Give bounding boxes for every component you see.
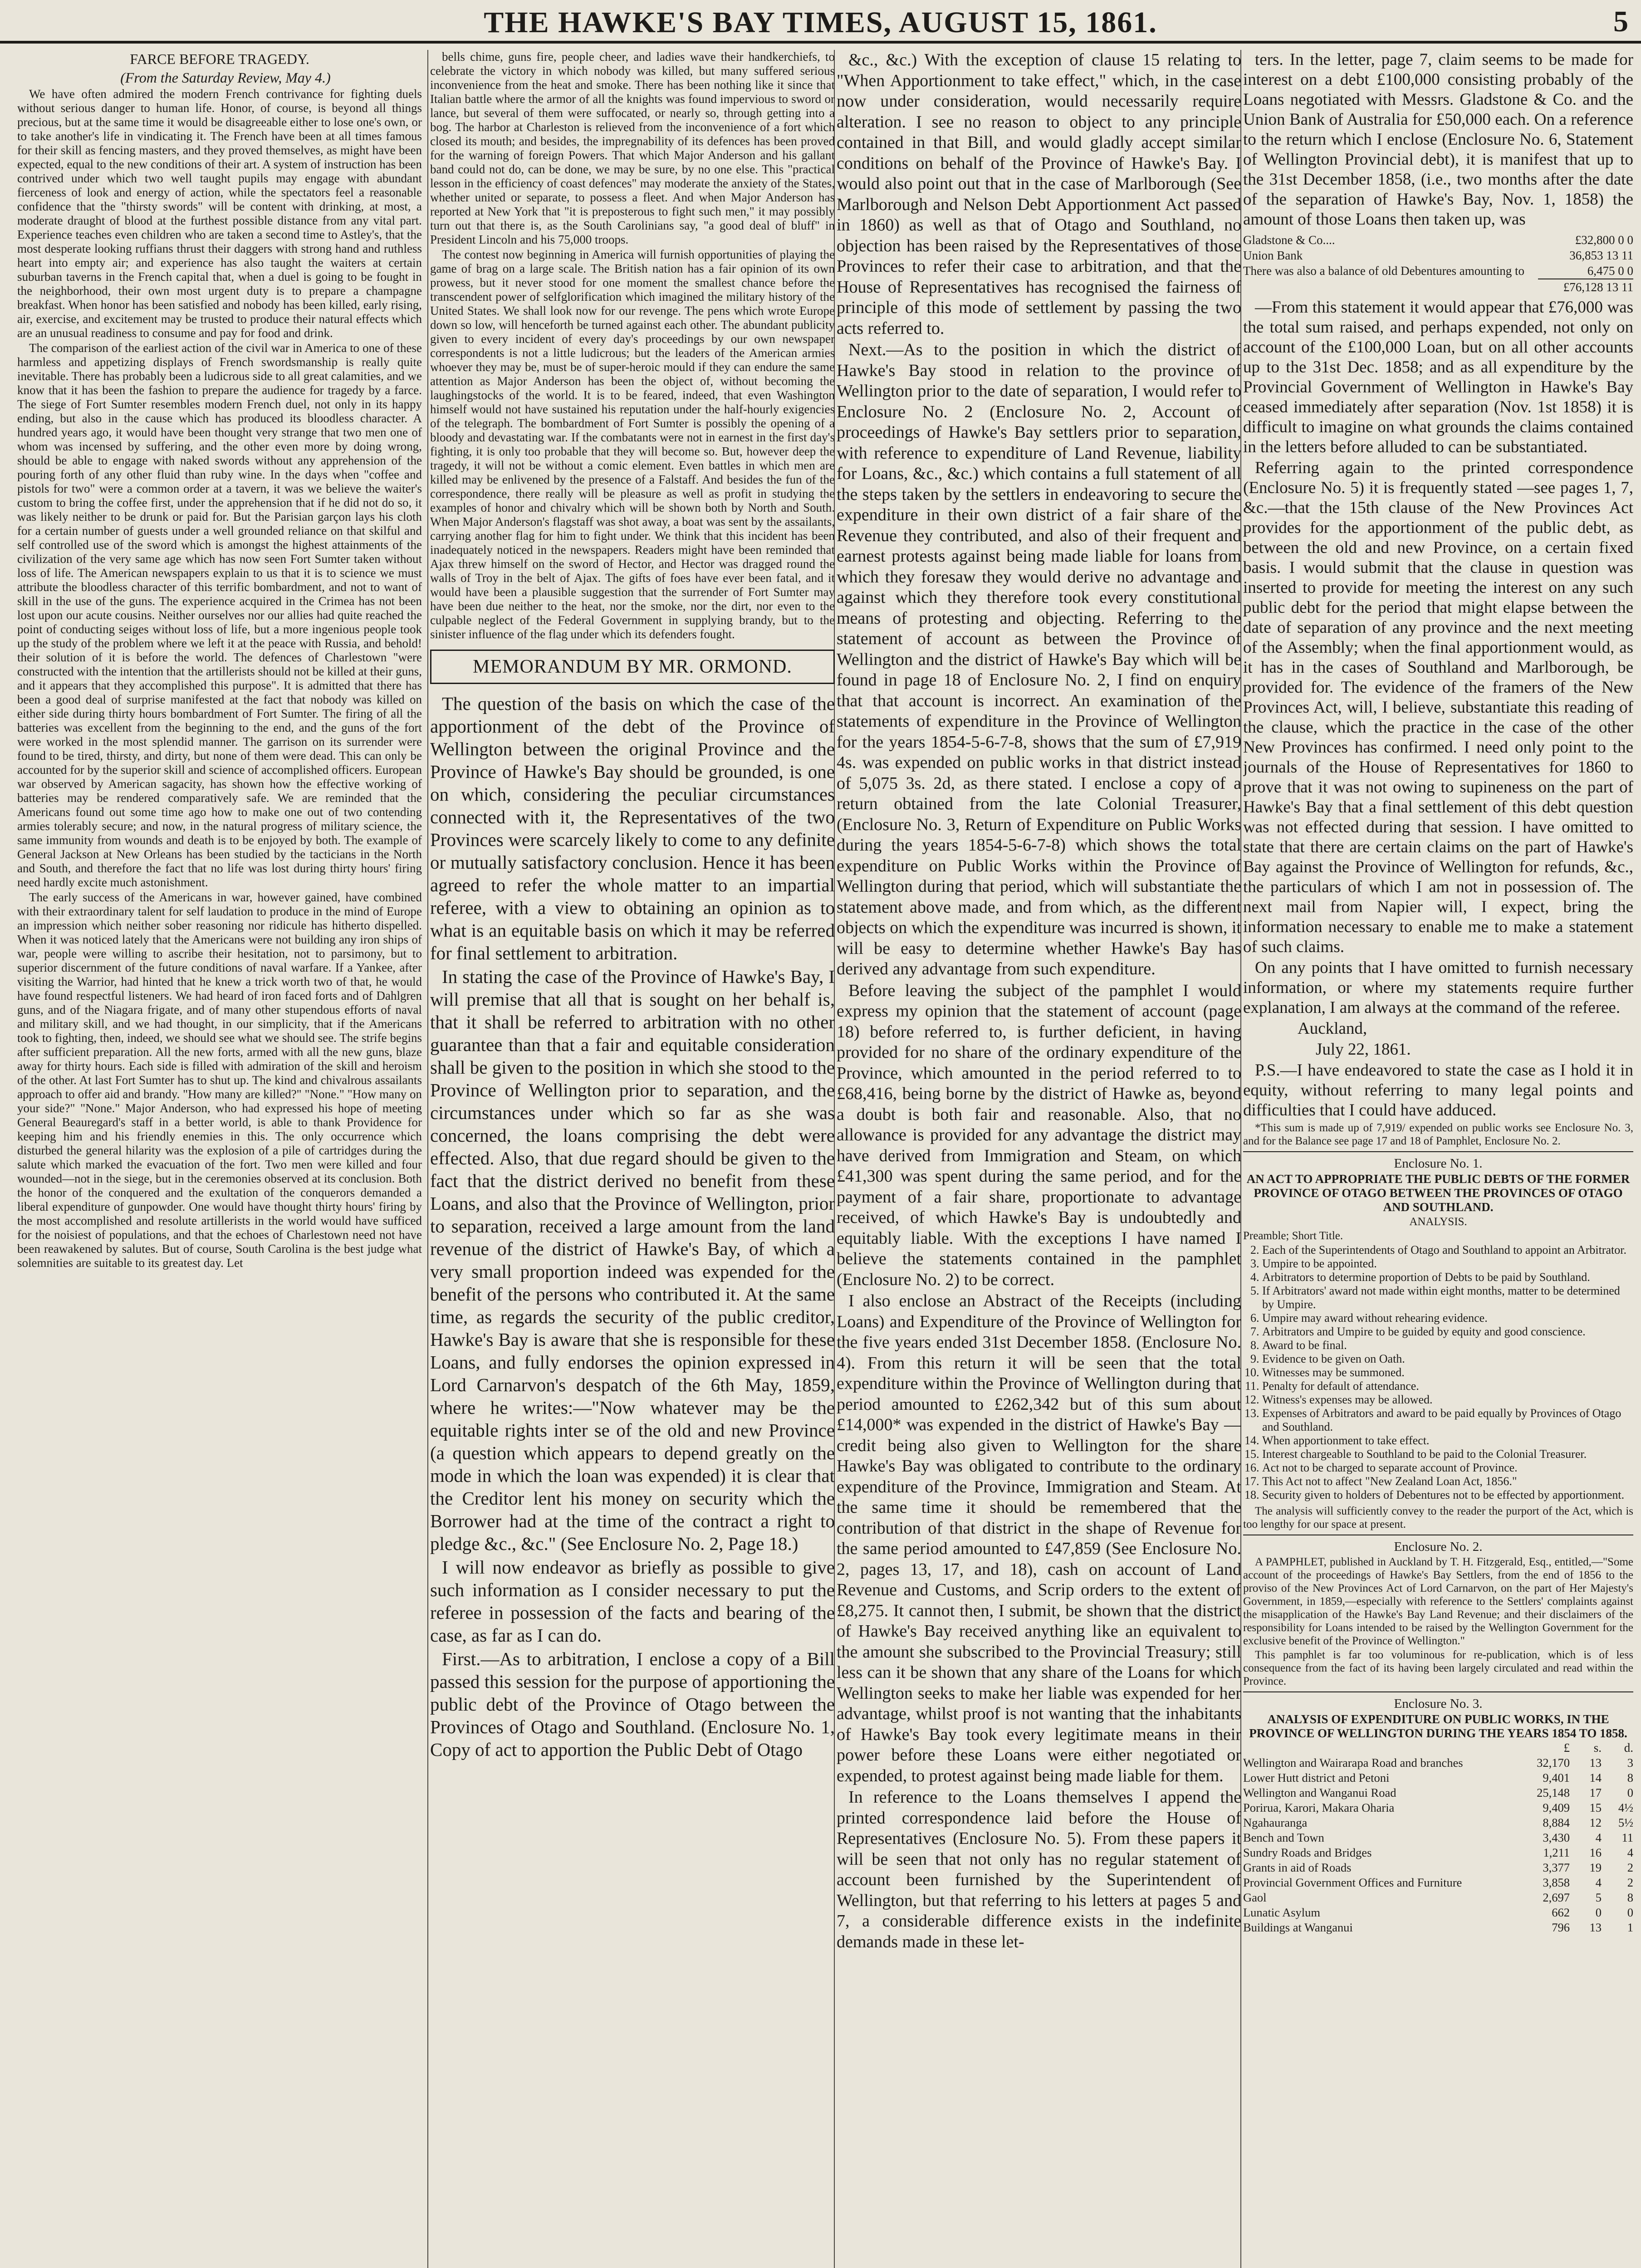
column-divider [427, 50, 428, 2268]
table-row [1243, 1830, 1633, 1845]
page-number: 5 [1613, 5, 1628, 38]
list-item: 13. Expenses of Arbitrators and award to be paid equally by Provinces of Otago and Southland. [1262, 1407, 1633, 1434]
column-3 [837, 50, 1241, 2268]
table-cell: 5 [1595, 1891, 1602, 1904]
column-1 [17, 50, 422, 2268]
table-cell: 12 [1589, 1816, 1602, 1829]
table-cell: 36,853 13 11 [1569, 249, 1633, 262]
table-cell: 13 [1589, 1756, 1602, 1769]
table-cell: Ngahauranga [1243, 1816, 1308, 1829]
list-item: 17. This Act not to affect "New Zealand Loan Act, 1856." [1262, 1475, 1633, 1488]
divider [1243, 1691, 1633, 1692]
table-row [1243, 1755, 1633, 1770]
loan-total: £76,128 13 11 [1538, 279, 1633, 295]
memorandum-heading: MEMORANDUM BY MR. ORMOND. [430, 650, 835, 684]
table-cell: 4 [1627, 1846, 1633, 1859]
table-cell: 16 [1589, 1846, 1602, 1859]
masthead-title: THE HAWKE'S BAY TIMES, AUGUST 15, 1861. [484, 6, 1157, 39]
table-cell: Gladstone & Co.... [1243, 233, 1335, 247]
list-item: 3. Umpire to be appointed. [1262, 1257, 1633, 1271]
table-row [1243, 263, 1633, 279]
table-cell: Porirua, Karori, Makara Oharia [1243, 1801, 1395, 1814]
list-item: 2. Each of the Superintendents of Otago and Southland to appoint an Arbitrator. [1262, 1243, 1633, 1257]
enclosure-label: Enclosure No. 3. [1394, 1696, 1483, 1711]
list-item: 10. Witnesses may be summoned. [1262, 1366, 1633, 1379]
enclosure-text: A PAMPHLET, published in Auckland by T. H. Fitzgerald, Esq., entitled,—"Some account of the proceedings of Hawke's Bay Settlers, from the end of 1856 to the proviso of the New Provinces Act of Lord Carnarvon, on the part of Her Majesty's Government, in 1859,—especially with reference to the Settlers' complaints against the misapplication of the Hawke's Bay Land Revenue; and their disclaimers of the responsibility for Loans intended to be raised by the Wellington Government for the exclusive benefit of the Province of Wellington." [1243, 1556, 1633, 1647]
table-row [1243, 232, 1633, 248]
table-cell: 4½ [1618, 1801, 1633, 1814]
column-header: £ [1563, 1741, 1570, 1755]
memo-paragraph: In reference to the Loans themselves I append the printed correspondence laid before the House of Representatives (Enclosure No. 5). From these papers it will be seen that not only has no regular statement of account been furnished by the Superintendent of Wellington, but that referring to his letters at pages 5 and 7, a considerable difference exists in the indefinite demands made in these let- [837, 1788, 1241, 1951]
table-cell: 4 [1595, 1831, 1602, 1844]
table-cell: Buildings at Wanganui [1243, 1921, 1353, 1934]
table-cell: 19 [1589, 1861, 1602, 1874]
article-source: (From the Saturday Review, May 4.) [120, 69, 331, 86]
memo-paragraph: Referring again to the printed correspondence (Enclosure No. 5) it is frequently stated —see pages 1, 7, &c.—that the 15th clause of the New Provinces Act provides for the apportionment of the public debt, as between the old and new Province, on a certain fixed basis. I would submit that the clause in question was inserted to provide for meeting the interest on any such public debt for the period that might elapse between the date of separation of any province and the next meeting of the Assembly; when the final apportionment would, as it has in the cases of Southland and Marlborough, be provided for. The evidence of the framers of the New Provinces Act, will, I believe, substantiate this reading of the clause, which the practice in the case of the other New Provinces has confirmed. I need only point to the journals of the House of Representatives for 1860 to prove that it was not owing to supineness on the part of Hawke's Bay that a final settlement of this debt question was not effected during that session. I have omitted to state that there are certain claims on the part of Hawke's Bay against the Province of Wellington for refunds, &c., the particulars of which I am not in possession of. The next mail from Napier will, I expect, bring the information necessary to enable me to make a statement of such claims. [1243, 459, 1633, 956]
list-item: 6. Umpire may award without rehearing evidence. [1262, 1311, 1633, 1325]
memo-footnote: *This sum is made up of 7,919/ expended on public works see Enclosure No. 3, and for the Balance see page 17 and 18 of Pamphlet, Enclosure No. 2. [1243, 1122, 1633, 1147]
masthead-rule [0, 41, 1641, 44]
table-cell: 9,409 [1543, 1801, 1570, 1814]
loan-table [1243, 232, 1633, 295]
table-cell: Lunatic Asylum [1243, 1906, 1321, 1919]
memo-paragraph: First.—As to arbitration, I enclose a copy of a Bill passed this session for the purpose of apportioning the public debt of the Province of Otago between the Provinces of Otago and Southland. (Enclosure No. 1, Copy of act to apportion the Public Debt of Otago [430, 1648, 835, 1760]
table-cell: 0 [1627, 1786, 1633, 1799]
article-title: FARCE BEFORE TRAGEDY. [130, 51, 309, 67]
enclosure-closing: The analysis will sufficiently convey to the reader the purport of the Act, which is too lengthy for our space at present. [1243, 1505, 1633, 1530]
table-cell: Provincial Government Offices and Furniture [1243, 1876, 1462, 1889]
column-4 [1243, 50, 1633, 2268]
article-paragraph: bells chime, guns fire, people cheer, and ladies wave their handkerchiefs, to celebrate the victory in which nobody was killed, but many suffered serious inconvenience from the heat and smoke. There has been nothing like it since that Italian battle where the armor of all the knights was found impervious to sword or lance, but several of them were suffocated, or nearly so, through getting into a bog. The harbor at Charleston is relieved from the inconvenience of a fort which closed its mouth; and besides, the impregnability of its defences has been proved for the warning of foreign Powers. That which Major Anderson and his gallant band could not do, can be done, we may be sure, by no one else. This "practical lesson in the efficiency of coast defences" may moderate the anxiety of the States, whether united or separate, to possess a fleet. And when Major Anderson has reported at New York that "it is preposterous to fight such men," it may possibly turn out that there is, as the South Carolinians say, "a good deal of bluff" in President Lincoln and his 75,000 troops. [430, 50, 835, 246]
table-cell: 3,858 [1543, 1876, 1570, 1889]
table-cell: 3,377 [1543, 1861, 1570, 1874]
table-cell: 11 [1621, 1831, 1633, 1844]
table-total-row [1243, 279, 1633, 295]
table-cell: Sundry Roads and Bridges [1243, 1846, 1372, 1859]
table-cell: 2 [1627, 1876, 1633, 1889]
enclosure-heading: AN ACT TO APPROPRIATE THE PUBLIC DEBTS OF THE FORMER PROVINCE OF OTAGO BETWEEN THE PROVINCES OF OTAGO AND SOUTHLAND. [1246, 1172, 1630, 1214]
memo-date: July 22, 1861. [1316, 1040, 1411, 1059]
table-cell: There was also a balance of old Debentures amounting to [1243, 264, 1525, 278]
table-cell: Grants in aid of Roads [1243, 1861, 1352, 1874]
table-cell: 14 [1589, 1771, 1602, 1784]
table-cell: 8 [1627, 1891, 1633, 1904]
list-item: 4. Arbitrators to determine proportion of Debts to be paid by Southland. [1262, 1271, 1633, 1284]
table-row [1243, 1920, 1633, 1935]
memo-paragraph: Before leaving the subject of the pamphlet I would express my opinion that the statement of account (page 18) before referred to, is further deficient, in having provided for no share of the ordinary expenditure of the Province, which amounted in the period referred to to £68,416, being borne by the district of Hawke as, beyond a doubt is both fair and reasonable. Also, that no allowance is provided for any advantage the district may have derived from Immigration and Steam, on which £41,300 was spent during the same period, and for the payment of a fair share, proportionate to advantage received, of which Hawke's Bay is undoubtedly and equitably liable. With the exceptions I have named I believe the statements contained in the pamphlet (Enclosure No. 2) to be correct. [837, 981, 1241, 1289]
table-row [1243, 1890, 1633, 1905]
table-cell: 9,401 [1543, 1771, 1570, 1784]
table-row [1243, 1905, 1633, 1920]
enclosure-heading: ANALYSIS OF EXPENDITURE ON PUBLIC WORKS, IN THE PROVINCE OF WELLINGTON DURING THE YEARS 1854 TO 1858. [1249, 1712, 1627, 1740]
table-cell: Wellington and Wanganui Road [1243, 1786, 1396, 1799]
memo-paragraph: I also enclose an Abstract of the Receipts (including Loans) and Expenditure of the Province of Wellington for the five years ended 31st December 1858. (Enclosure No. 4). From this return it will be seen that the total expenditure within the Province of Wellington during that period amounted to £262,342 but of this sum about £14,000* was expended in the district of Hawke's Bay —credit being also given to Wellington for the share Hawke's Bay was obligated to contribute to the ordinary expenditure of the Province, Immigration and Steam. At the same time it should be remembered that the contribution of that district in the shape of Revenue for the same period amounted to £47,859 (See Enclosure No. 2, pages 13, 17, and 18), cash on account of Land Revenue and Customs, and Scrip orders to the extent of £8,275. It cannot then, I submit, be shown that the district of Hawke's Bay received anything like an equivalent to the amount she subscribed to the Provincial Treasury; still less can it be shown that any share of the Loans for which Wellington seeks to make her liable was expended for her advantage, whilst proof is not wanting that the inhabitants of Hawke's Bay took every legitimate means in their power before these Loans were either negotiated or expended, to protest against being made liable for them. [837, 1291, 1241, 1785]
list-item: 16. Act not to be charged to separate account of Province. [1262, 1461, 1633, 1475]
table-cell: Wellington and Wairarapa Road and branches [1243, 1756, 1463, 1769]
table-cell: 0 [1595, 1906, 1602, 1919]
masthead [0, 0, 1641, 44]
table-row [1243, 1845, 1633, 1860]
table-cell: 8 [1627, 1771, 1633, 1784]
table-cell: 662 [1552, 1906, 1570, 1919]
table-row [1243, 1860, 1633, 1875]
enclosure-analysis: ANALYSIS. [1409, 1216, 1467, 1228]
table-header-row [1243, 1740, 1633, 1755]
table-cell: Union Bank [1243, 249, 1303, 262]
list-item: 9. Evidence to be given on Oath. [1262, 1352, 1633, 1366]
memo-paragraph: On any points that I have omitted to furnish necessary information, or where my statements require further explanation, I am always at the command of the referee. [1243, 958, 1633, 1017]
table-cell: 0 [1627, 1906, 1633, 1919]
table-cell: 25,148 [1537, 1786, 1570, 1799]
table-cell: 1 [1627, 1921, 1633, 1934]
article-paragraph: We have often admired the modern French contrivance for fighting duels without serious danger to human life. Honor, of course, is beyond all things precious, but at the same time it would be disagreeable either to lose one's own, or to take another's life in vindicating it. The French have been at all times famous for their skill as fencing masters, and they proved themselves, as might have been expected, equal to the new conditions of their art. A system of instruction has been contrived under which two well taught pupils may engage with abundant fierceness of look and energy of action, while the spectators feel a reasonable confidence that the "thirsty swords" will be content with drinking, at most, a moderate draught of blood at the furthest possible distance from any vital part. Experience teaches even children who are taken a second time to Astley's, that the most desperate looking ruffians thrust their daggers with strong hand and ruthless heart into empty air; and experience has also taught the waiters at certain suburban taverns in the French capital that, when a duel is going to be fought in the neighborhood, their own most urgent duty is to prepare a champagne breakfast. When honor has been satisfied and nobody has been killed, early rising, air, exercise, and excitement may be trusted to produce their natural effects which are an unusual readiness to consume and pay for food and drink. [17, 87, 422, 340]
memo-paragraph: Next.—As to the position in which the district of Hawke's Bay stood in relation to the province of Wellington prior to the date of separation, I would refer to Enclosure No. 2 (Enclosure No. 2, Account of proceedings of Hawke's Bay settlers prior to separation, with reference to expenditure of Land Revenue, liability for Loans, &c., &c.) which contains a full statement of all the steps taken by the settlers in endeavoring to secure the expenditure in their own district of a fair share of the Revenue they contributed, and also of their frequent and earnest protests against being made liable for loans from which they foresaw they would derive no advantage and against which they therefore took every constitutional means of protesting and objecting. Referring to the statement of account as between the Province of Wellington and the district of Hawke's Bay which will be found in page 18 of Enclosure No. 2, I find on enquiry that that account is incorrect. An examination of the statements of expenditure in the Province of Wellington for the years 1854-5-6-7-8, shows that the sum of £7,919 4s. was expended on public works in that district instead of 5,075 3s. 2d, as there stated. I enclose a copy of a return obtained from the late Colonial Treasurer, (Enclosure No. 3, Return of Expenditure on Public Works during the years 1854-5-6-7-8) which shows the total expenditure on Public Works within the Province of Wellington during that period, which will substantiate the statement above made, and from which, as the different objects on which the expenditure was incurred is shown, it will be easy to determine whether Hawke's Bay has derived any advantage from such expenditure. [837, 340, 1241, 978]
memo-postscript: P.S.—I have endeavored to state the case as I hold it in equity, without referring to many legal points and difficulties that I could have adduced. [1243, 1061, 1633, 1119]
list-item: 5. If Arbitrators' award not made within eight months, matter to be determined by Umpire. [1262, 1284, 1633, 1311]
table-row [1243, 1800, 1633, 1815]
table-row [1243, 1770, 1633, 1785]
clause-list [1243, 1243, 1633, 1502]
table-cell: £32,800 0 0 [1575, 233, 1633, 247]
table-cell: 3,430 [1543, 1831, 1570, 1844]
memo-paragraph: ters. In the letter, page 7, claim seems to be made for interest on a debt £100,000 consisting probably of the Loans negotiated with Messrs. Gladstone & Co. and the Union Bank of Australia for £50,000 each. On a reference to the return which I enclose (Enclosure No. 6, Statement of Wellington Provincial debt), it is manifest that up to the 31st December 1858, (i.e., two months after the date of the separation of Hawke's Bay, Nov. 1, 1858) the amount of those Loans then taken up, was [1243, 50, 1633, 229]
table-cell: 796 [1552, 1921, 1570, 1934]
list-item: 11. Penalty for default of attendance. [1262, 1379, 1633, 1393]
table-cell: 1,211 [1543, 1846, 1570, 1859]
table-cell: Gaol [1243, 1891, 1267, 1904]
table-cell: 4 [1595, 1876, 1602, 1889]
article-paragraph: The contest now beginning in America will furnish opportunities of playing the game of brag on a large scale. The British nation has a fair opinion of its own prowess, but it never stood for one moment the smallest chance before the transcendent power of selfglorification which imagined the military history of the United States. We shall look now for our revenge. The pens which wrote Europe down so low, will henceforth be turned against each other. The abundant publicity given to every incident of every day's proceedings by our own newspaper correspondents is not a little ludicrous; but the leaders of the American armies whoever they may be, must be of super-heroic mould if they can endure the same attention as Major Anderson has been the object of, without becoming the laughingstocks of the world. It is to be feared, indeed, that even Washington himself would not have sustained his reputation under the half-hourly exigencies of the telegraph. The bombardment of Fort Sumter is possibly the opening of a bloody and devastating war. If the combatants were not in earnest in the first day's fighting, it is only too probable that they will become so. But, however deep the tragedy, it will not be without a comic element. Even battles in which men are killed may be enlivened by the presence of a Falstaff. And besides the fun of the correspondence, there really will be pleasure as well as profit in studying the examples of honor and chivalry which will be shown both by North and South. When Major Anderson's flagstaff was shot away, a boat was sent by the assailants, carrying another flag for him to fight under. We think that this incident has been inadequately noticed in the newspapers. Readers might have been reminded that Ajax threw himself on the sword of Hector, and Hector was dragged round the walls of Troy in the belt of Ajax. The gifts of foes have ever been fatal, and it would have been a plausible suggestion that the surrender of Fort Sumter may have been due neither to the heat, nor the smoke, nor the dirt, nor even to the culpable neglect of the Federal Government in supplying brandy, but to the sinister influence of the flag under which its defenders fought. [430, 248, 835, 641]
list-item: 18. Security given to holders of Debentures not to be effected by apportionment. [1262, 1488, 1633, 1502]
enclosure-note: This pamphlet is far too voluminous for re-publication, which is of less consequence from the fact of its having been largely circulated and read within the Province. [1243, 1649, 1633, 1687]
list-item: 14. When apportionment to take effect. [1262, 1434, 1633, 1447]
table-cell: 32,170 [1537, 1756, 1570, 1769]
table-cell: 5½ [1618, 1816, 1633, 1829]
table-cell: 2,697 [1543, 1891, 1570, 1904]
table-cell: 17 [1589, 1786, 1602, 1799]
list-item: 8. Award to be final. [1262, 1339, 1633, 1352]
table-row [1243, 248, 1633, 263]
enclosure-label: Enclosure No. 2. [1394, 1540, 1483, 1554]
expenditure-table [1243, 1740, 1633, 1935]
table-cell: 6,475 0 0 [1587, 264, 1633, 278]
column-header: d. [1624, 1741, 1633, 1755]
column-header: s. [1593, 1741, 1602, 1755]
table-row [1243, 1785, 1633, 1800]
table-row [1243, 1875, 1633, 1890]
enclosure-label: Enclosure No. 1. [1394, 1156, 1483, 1171]
table-cell: Bench and Town [1243, 1831, 1324, 1844]
list-item: 12. Witness's expenses may be allowed. [1262, 1393, 1633, 1407]
enclosure-preamble: Preamble; Short Title. [1243, 1230, 1343, 1242]
column-2 [430, 50, 835, 2268]
memo-place: Auckland, [1298, 1019, 1367, 1038]
memo-paragraph: &c., &c.) With the exception of clause 15 relating to "When Apportionment to take effect," which, in the case now under consideration, would necessarily require alteration. I see no reason to object to any principle contained in that Bill, and would gladly accept similar conditions on behalf of the Province of Hawke's Bay. I would also point out that in the case of Marlborough (See Marlborough and Nelson Debt Apportionment Act passed in 1860) as well as that of Otago and Southland, no objection has been raised by the Representatives of those Provinces to refer their case to arbitration, and that the House of Representatives has recognised the fairness of principle of this mode of settlement by passing the two acts referred to. [837, 50, 1241, 338]
list-item: 15. Interest chargeable to Southland to be paid to the Colonial Treasurer. [1262, 1447, 1633, 1461]
table-cell: Lower Hutt district and Petoni [1243, 1771, 1390, 1784]
memo-paragraph: The question of the basis on which the case of the apportionment of the debt of the Province of Wellington between the original Province and the Province of Hawke's Bay should be grounded, is one on which, considering the peculiar circumstances connected with it, the Representatives of the two Provinces were scarcely likely to come to any definite or mutually satisfactory conclusion. Hence it has been agreed to refer the whole matter to an impartial referee, with a view to obtaining an opinion as to what is an equitable basis on which it may be referred for final settlement to arbitration. [430, 693, 835, 963]
article-paragraph: The early success of the Americans in war, however gained, have combined with their extraordinary talent for self laudation to produce in the mind of Europe an impression which neither sober reasoning nor ridicule has hitherto dispelled. When it was noticed lately that the Americans were not building any iron ships of war, people were willing to ascribe their hesitation, not to parsimony, but to superior discernment of the future conditions of naval warfare. If a Yankee, after visiting the Warrior, had hinted that he knew a trick worth two of that, he would have found respectful listeners. We had heard of iron faced forts and of Dahlgren guns, and of the Niagara frigate, and of many other stupendous efforts of naval and military skill, and we had thought, in our simplicity, that if the Americans took to fighting, then, indeed, we should see what we should see. The strife begins after sufficient preparation. All the new forts, armed with all the new guns, blaze away for thirty hours. Each side is filled with admiration of the skill and heroism of the other. At last Fort Sumter has to shut up. The kind and chivalrous assailants approach to offer aid and brandy. "How many are killed?" "None." "How many on your side?" "None." Major Anderson, who had expressed his hope of meeting General Beauregard's staff in a better world, is able to thank Providence for keeping him and his friendly enemies in this. The only occurrence which disturbed the general hilarity was the explosion of a pile of cartridges during the salute which marked the evacuation of the fort. Two men were killed and four wounded—not in the siege, but in the ceremonies observed at its conclusion. Both the honor of the conquered and the exultation of the conquerors demanded a liberal expenditure of gunpowder. One would have thought thirty hours' firing by the most accomplished and resolute artillerists in the world would have sufficed for the noisiest of populations, and that the echoes of Charlestown need not have been reawakened by salutes. But of course, South Carolina is the best judge what solemnities are suitable to its greatest day. Let [17, 890, 422, 1270]
table-cell: 2 [1627, 1861, 1633, 1874]
table-cell: 15 [1589, 1801, 1602, 1814]
list-item: 7. Arbitrators and Umpire to be guided by equity and good conscience. [1262, 1325, 1633, 1339]
memo-paragraph: I will now endeavor as briefly as possible to give such information as I consider necessary to put the referee in possession of the facts and bearing of the case, as far as I can do. [430, 1557, 835, 1646]
table-cell: 8,884 [1543, 1816, 1570, 1829]
memo-paragraph: —From this statement it would appear that £76,000 was the total sum raised, and perhaps expended, not only on account of the £100,000 Loan, but on all other accounts up to the 31st Dec. 1858; and as all expenditure by the Provincial Government of Wellington in Hawke's Bay ceased immediately after separation (Nov. 1st 1858) it is difficult to imagine on what grounds the claims contained in the letters before alluded to can be substantiated. [1243, 298, 1633, 456]
table-row [1243, 1815, 1633, 1830]
expenditure-rows [1243, 1755, 1633, 1935]
table-cell: 13 [1589, 1921, 1602, 1934]
memo-paragraph: In stating the case of the Province of Hawke's Bay, I will premise that all that is sought on her behalf is, that it shall be referred to arbitration with no other guarantee than that a fair and equitable consideration shall be given to the position in which she stood to the Province of Wellington prior to separation, and the circumstances under which so far as she was concerned, the loans comprising the debt were effected. Also, that due regard should be given to the fact that the district derived no benefit from these Loans, and also that the Province of Wellington, prior to separation, received a large amount from the land revenue of the district of Hawke's Bay, of which a very small proportion indeed was expended for the benefit of the persons who contributed it. At the same time, as regards the security of the public creditor, Hawke's Bay is aware that she is responsible for these Loans, and fully endorses the opinion expressed in Lord Carnarvon's despatch of the 6th May, 1859, where he writes:—"Now whatever may be the equitable rights inter se of the old and new Province (a question which appears to depend greatly on the mode in which the loan was expended) it is clear that the Creditor lent his money on security which the Borrower had at the time of the contract a right to pledge &c., &c." (See Enclosure No. 2, Page 18.) [430, 966, 835, 1554]
article-paragraph: The comparison of the earliest action of the civil war in America to one of these harmless and appetizing displays of French swordsmanship is really quite inevitable. There has probably been a ludicrous side to all great calamities, and we know that it has been the fashion to prepare the audience for tragedy by a farce. The siege of Fort Sumter resembles modern French duel, not only in its happy ending, but also in the cause which has produced its bloodless character. A hundred years ago, it would have been thought very strange that two men one of whom was incensed by suffering, and the other even more by doing wrong, should be able to engage with naked swords without any apprehension of the pouring forth of any other fluid than ruby wine. In the days when "coffee and pistols for two" were a common order at a tavern, it was we believe the waiter's custom to bring the coffee first, under the apprehension that if he did not do so, it was likely neither to be drunk or paid for. But the Parisian garçon lays his cloth for a certain number of guests under a well grounded reliance on that skilful and self controlled use of the sword which is amongst the highest attainments of the civilization of the very same age which has now seen Fort Sumter taken without loss of life. The American newspapers explain to us that it is to science we must attribute the bloodless character of this terrific bombardment, and not to want of skill in the use of the guns. The experience acquired in the Crimea has not been lost upon our acute cousins. Neither ourselves nor our allies had quite reached the point of conducting seiges without loss of life, but a more ingenious people took up the study of the problem where we left it at the peace with Russia, and behold! their solution of it is before the world. The defences of Charlestown "were constructed with the intention that the artillerists should not be killed at their guns, and it appears that they accomplished this purpose". It is admitted that there has been a good deal of surprise manifested at the fact that nobody was killed on either side during thirty hours bombardment of Fort Sumter. The firing of all the batteries was excellent from the beginning to the end, and the guns of the fort were worked in the most splendid manner. The garrison on its surrender were found to be tired, thirsty, and dirty, but none of them were dead. This can only be accounted for by the superior skill and science of accomplished officers. European war observed by American sagacity, has shown how the effective working of batteries may be rendered comparatively safe. We are reminded that the Americans found out some time ago how to make one out of two contending armies tolerably secure; and now, in the natural progress of military science, the same immunity from wounds and death is to be enjoyed by both. The example of General Jackson at New Orleans has been studied by the tacticians in the North and South, and therefore the fact that no life was lost during thirty hours' firing need hardly excite much astonishment. [17, 341, 422, 889]
table-cell: 3 [1627, 1756, 1633, 1769]
divider [1243, 1151, 1633, 1152]
